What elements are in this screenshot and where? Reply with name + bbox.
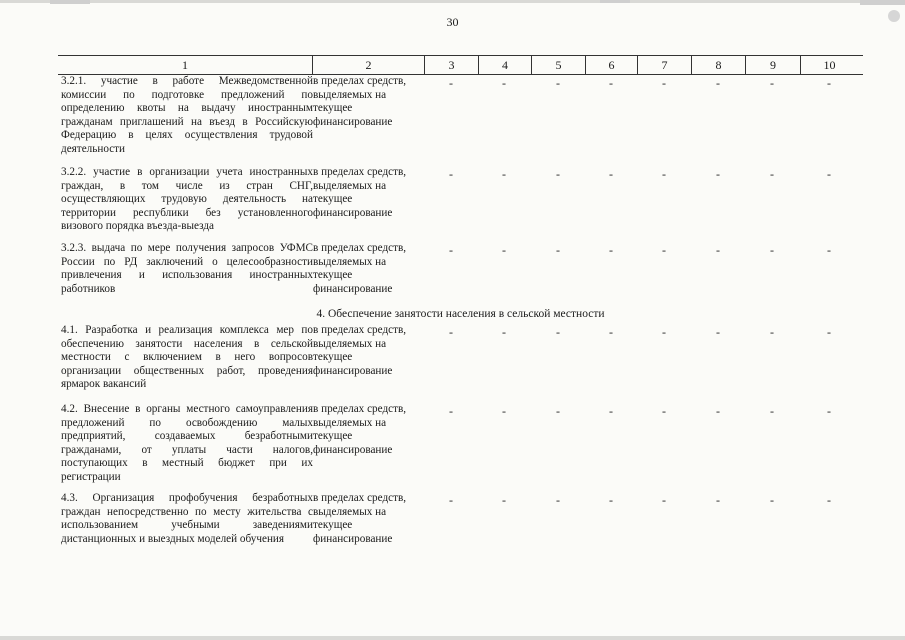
cell-col4: -: [502, 493, 506, 507]
row-funding: в пределах средств, выделяемых на текущее финансирование: [313, 242, 407, 295]
cell-col3: -: [449, 404, 453, 418]
table-header-row: [58, 55, 863, 75]
cell-col3: -: [449, 167, 453, 181]
cell-col4: -: [502, 404, 506, 418]
cell-col6: -: [609, 76, 613, 90]
cell-col8: -: [716, 76, 720, 90]
cell-col9: -: [770, 493, 774, 507]
row-description: 4.2. Внесение в органы местного самоуправления предложений по освобождению малых предприятий, создаваемых безработными гражданами, от уплаты части налогов, поступающих в местный бюджет при их регистрации: [61, 403, 313, 483]
scan-mark: [600, 0, 630, 3]
row-description: 4.3. Организация профобучения безработных граждан непосредственно по месту жительства с использованием учебными заведениями дистанционных и выездных моделей обучения: [61, 492, 313, 545]
row-funding: в пределах средств, выделяемых на текущее финансирование: [313, 166, 407, 219]
row-description: 3.2.1. участие в работе Межведомственной комиссии по подготовке предложений по определению квоты на выдачу иностранным гражданам приглашений на въезд в Российскую Федерацию в целях осуществления трудовой деятельности: [61, 75, 313, 155]
row-funding: в пределах средств, выделяемых на текущее финансирование: [313, 403, 407, 456]
cell-col7: -: [662, 325, 666, 339]
cell-col4: -: [502, 167, 506, 181]
column-header-1: 1: [58, 56, 313, 74]
cell-col3: -: [449, 76, 453, 90]
cell-col6: -: [609, 167, 613, 181]
cell-col10: -: [827, 76, 831, 90]
cell-col8: -: [716, 404, 720, 418]
cell-col5: -: [556, 243, 560, 257]
page-number: 30: [446, 15, 459, 29]
cell-col7: -: [662, 404, 666, 418]
cell-col6: -: [609, 325, 613, 339]
cell-col4: -: [502, 325, 506, 339]
cell-col5: -: [556, 76, 560, 90]
column-header-7: 7: [638, 56, 692, 74]
cell-col8: -: [716, 243, 720, 257]
row-funding: в пределах средств, выделяемых на текущее финансирование: [313, 75, 407, 128]
column-header-8: 8: [692, 56, 746, 74]
cell-col9: -: [770, 167, 774, 181]
scan-mark: [50, 0, 90, 4]
column-header-3: 3: [425, 56, 479, 74]
cell-col5: -: [556, 404, 560, 418]
cell-col8: -: [716, 493, 720, 507]
cell-col9: -: [770, 325, 774, 339]
cell-col3: -: [449, 493, 453, 507]
cell-col8: -: [716, 167, 720, 181]
cell-col5: -: [556, 493, 560, 507]
cell-col9: -: [770, 76, 774, 90]
cell-col5: -: [556, 167, 560, 181]
column-header-9: 9: [746, 56, 801, 74]
cell-col10: -: [827, 404, 831, 418]
column-header-2: 2: [313, 56, 425, 74]
cell-col10: -: [827, 167, 831, 181]
row-funding: в пределах средств, выделяемых на текущее финансирование: [313, 492, 407, 545]
cell-col7: -: [662, 243, 666, 257]
cell-col3: -: [449, 325, 453, 339]
cell-col6: -: [609, 404, 613, 418]
cell-col10: -: [827, 325, 831, 339]
cell-col7: -: [662, 76, 666, 90]
cell-col10: -: [827, 493, 831, 507]
cell-col7: -: [662, 493, 666, 507]
row-description: 3.2.3. выдача по мере получения запросов УФМС России по РД заключений о целесообразности привлечения и использования иностранных работников: [61, 242, 313, 295]
cell-col9: -: [770, 243, 774, 257]
cell-col5: -: [556, 325, 560, 339]
cell-col8: -: [716, 325, 720, 339]
column-header-6: 6: [586, 56, 638, 74]
section-title: 4. Обеспечение занятости населения в сельской местности: [316, 308, 605, 320]
cell-col7: -: [662, 167, 666, 181]
scan-mark: [0, 0, 905, 3]
scan-mark: [0, 636, 905, 640]
column-header-10: 10: [823, 58, 836, 72]
scan-mark: [860, 0, 905, 5]
cell-col10: -: [827, 243, 831, 257]
row-funding: в пределах средств, выделяемых на текущее финансирование: [313, 324, 407, 377]
cell-col4: -: [502, 76, 506, 90]
cell-col3: -: [449, 243, 453, 257]
row-description: 3.2.2. участие в организации учета иностранных граждан, в том числе из стран СНГ, осуществляющих трудовую деятельность на территории республики без установленного визового порядка въезда-выезда: [61, 166, 313, 233]
row-description: 4.1. Разработка и реализация комплекса мер по обеспечению занятости населения в сельской местности с включением в него вопросов организации общественных работ, проведения ярмарок вакансий: [61, 324, 313, 391]
cell-col4: -: [502, 243, 506, 257]
cell-col6: -: [609, 493, 613, 507]
column-header-5: 5: [532, 56, 586, 74]
cell-col9: -: [770, 404, 774, 418]
column-header-4: 4: [479, 56, 532, 74]
cell-col6: -: [609, 243, 613, 257]
